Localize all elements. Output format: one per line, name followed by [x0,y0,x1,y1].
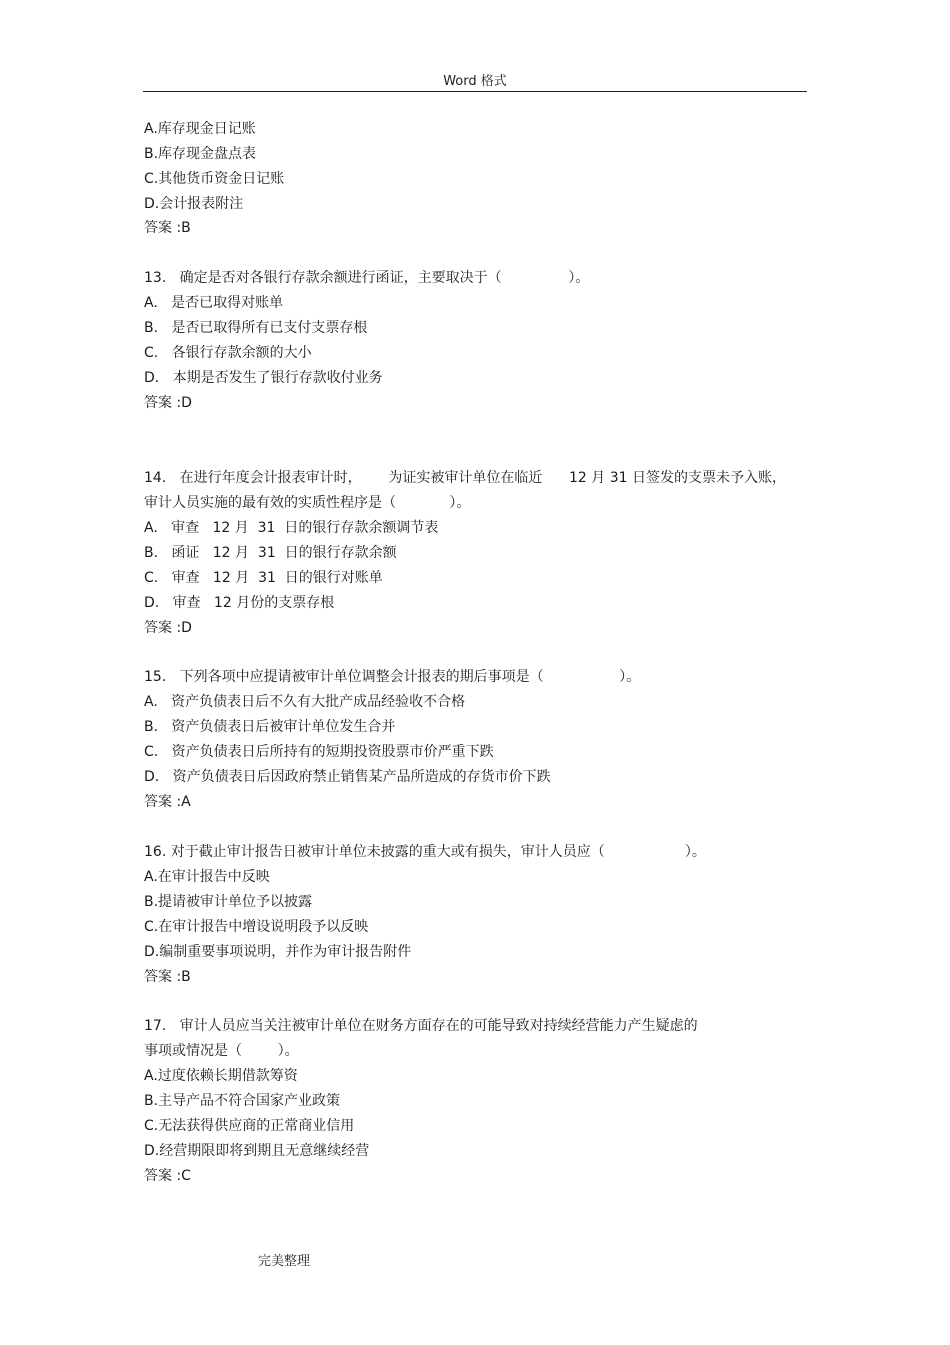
q17-option-c: C.无法获得供应商的正常商业信用 [144,1118,355,1134]
q15-option-c: C. 资产负债表日后所持有的短期投资股票市价严重下跌 [144,744,494,760]
q15-option-d: D. 资产负债表日后因政府禁止销售某产品所造成的存货市价下跌 [144,769,551,785]
option-a: A.库存现金日记账 [144,121,256,137]
q17-answer: 答案 :C [144,1168,191,1184]
question-14-line1: 14. 在进行年度会计报表审计时， 为证实被审计单位在临近 12 月 31 日签发的支票未予入账， [144,470,786,486]
header-title: Word 格式 [443,74,507,89]
q13-answer: 答案 :D [144,395,192,411]
question-16: 16. 对于截止审计报告日被审计单位未披露的重大或有损失，审计人员应（ ）。 [144,844,706,860]
q15-option-a: A. 资产负债表日后不久有大批产成品经验收不合格 [144,694,466,710]
q13-option-b: B. 是否已取得所有已支付支票存根 [144,320,368,336]
q13-option-a: A. 是否已取得对账单 [144,295,284,311]
header-divider [143,91,807,92]
answer: 答案 :B [144,220,191,236]
q16-answer: 答案 :B [144,969,191,985]
question-15: 15. 下列各项中应提请被审计单位调整会计报表的期后事项是（ ）。 [144,669,641,685]
question-14-line2: 审计人员实施的最有效的实质性程序是（ ）。 [144,495,471,511]
option-d: D.会计报表附注 [144,196,244,212]
q16-option-d: D.编制重要事项说明，并作为审计报告附件 [144,944,412,960]
question-17-line1: 17. 审计人员应当关注被审计单位在财务方面存在的可能导致对持续经营能力产生疑虑的 [144,1018,698,1034]
q14-option-d: D. 审查 12 月份的支票存根 [144,595,335,611]
q13-option-d: D. 本期是否发生了银行存款收付业务 [144,370,383,386]
q15-answer: 答案 :A [144,794,191,810]
q16-option-a: A.在审计报告中反映 [144,869,270,885]
q17-option-a: A.过度依赖长期借款筹资 [144,1068,298,1084]
q15-option-b: B. 资产负债表日后被审计单位发生合并 [144,719,396,735]
option-b: B.库存现金盘点表 [144,146,257,162]
footer-text: 完美整理 [258,1254,311,1269]
q14-option-c: C. 审查 12 月 31 日的银行对账单 [144,570,383,586]
question-13: 13. 确定是否对各银行存款余额进行函证，主要取决于（ ）。 [144,270,590,286]
q17-option-b: B.主导产品不符合国家产业政策 [144,1093,341,1109]
q17-option-d: D.经营期限即将到期且无意继续经营 [144,1143,370,1159]
question-17-line2: 事项或情况是（ ）。 [144,1043,299,1059]
q14-answer: 答案 :D [144,620,192,636]
q16-option-b: B.提请被审计单位予以披露 [144,894,313,910]
q16-option-c: C.在审计报告中增设说明段予以反映 [144,919,369,935]
q14-option-a: A. 审查 12 月 31 日的银行存款余额调节表 [144,520,439,536]
q14-option-b: B. 函证 12 月 31 日的银行存款余额 [144,545,397,561]
q13-option-c: C. 各银行存款余额的大小 [144,345,312,361]
option-c: C.其他货币资金日记账 [144,171,285,187]
